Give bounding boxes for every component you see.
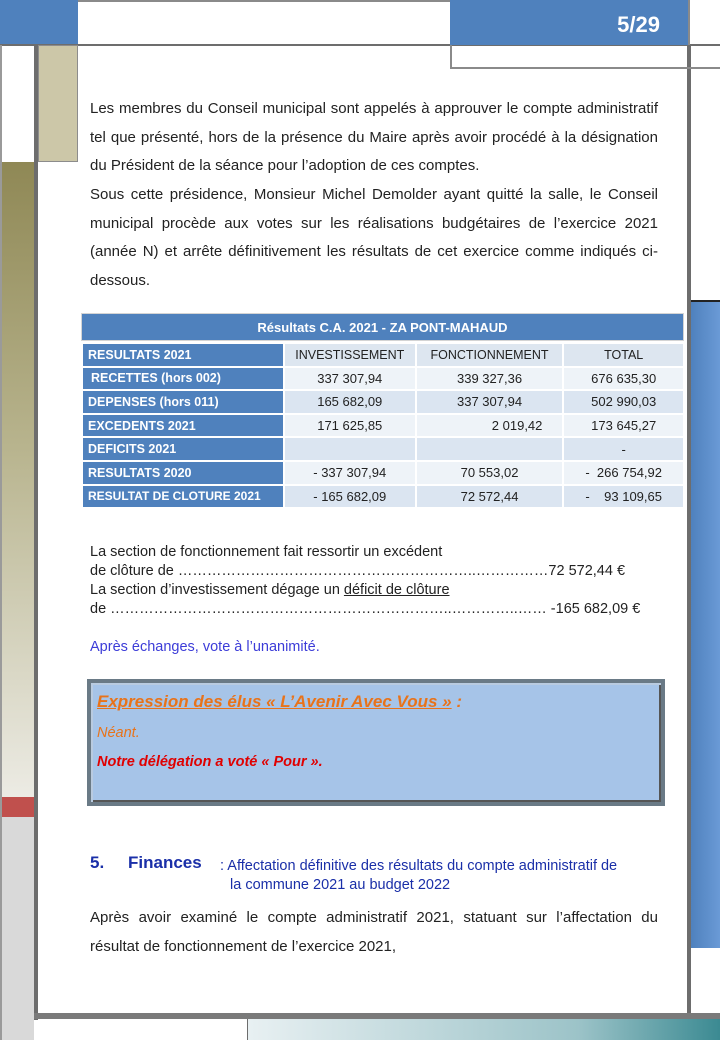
vote-result: Après échanges, vote à l’unanimité. [90, 639, 320, 655]
investissement-line-1 [90, 581, 650, 600]
section-title: Finances [128, 853, 202, 872]
left-rule [34, 45, 38, 1020]
investissement-line-2: de ……………………………………………………………..…………..…… -165 682,09 € [90, 601, 641, 617]
cell-fonctionnement: 337 307,94 [416, 390, 564, 414]
row-label: EXCEDENTS 2021 [82, 414, 284, 438]
cell-investissement: - 337 307,94 [284, 461, 416, 485]
cell-total: - 266 754,92 [563, 461, 684, 485]
intro-paragraph-2: Sous cette présidence, Monsieur Michel Demolder ayant quitté la salle, le Conseil municipal procède aux votes sur les réalisations budgétaires de l’exercice 2021 (année N) et arrête définitivement les résultats de cet exercice comme indiqués ci-dessous. [90, 186, 658, 289]
bottom-left-box [38, 1019, 248, 1040]
header-cell: RESULTATS 2021 [82, 343, 284, 367]
table-row [82, 461, 684, 485]
header-cell: TOTAL [563, 343, 684, 367]
cell-total: 676 635,30 [563, 367, 684, 391]
bottom-gradient-bar [247, 1019, 720, 1040]
page-number-underline [450, 45, 720, 69]
section-number: 5. [90, 853, 105, 872]
header-cell: INVESTISSEMENT [284, 343, 416, 367]
table-row [82, 437, 684, 461]
expression-neant: Néant. [97, 725, 140, 741]
deficit-de-cloture-text: déficit de clôture [343, 582, 450, 598]
tan-accent-box [38, 45, 78, 162]
cell-investissement: 337 307,94 [284, 367, 416, 391]
grey-strip [2, 817, 34, 1040]
fonctionnement-line-1: La section de fonctionnement fait ressortir un excédent [90, 544, 443, 560]
top-line [78, 0, 450, 2]
row-label: RESULTATS 2020 [82, 461, 284, 485]
subtitle-prefix: : [216, 858, 228, 874]
cell-fonctionnement: 72 572,44 [416, 485, 564, 509]
red-accent-bar [2, 797, 34, 817]
cell-total: 173 645,27 [563, 414, 684, 438]
investissement-line-1-text: La section d’investissement dégage un [90, 582, 344, 598]
right-blue-strip [691, 300, 720, 948]
section-subtitle [216, 857, 676, 895]
row-label: RESULTAT DE CLOTURE 2021 [82, 485, 284, 509]
row-label: RECETTES (hors 002) [82, 367, 284, 391]
table-row [82, 485, 684, 509]
corner-block [0, 0, 78, 45]
expression-title [97, 692, 462, 712]
expression-title-text: Expression des élus « L’Avenir Avec Vous » [97, 692, 452, 711]
page-number-box [450, 0, 690, 45]
cell-total: 502 990,03 [563, 390, 684, 414]
expression-title-colon: : [451, 692, 463, 711]
table-row [82, 414, 684, 438]
page-number: 5/29 [617, 12, 660, 37]
cell-investissement [284, 437, 416, 461]
table-title: Résultats C.A. 2021 - ZA PONT-MAHAUD [81, 313, 684, 341]
row-label: DEFICITS 2021 [82, 437, 284, 461]
row-label: DEPENSES (hors 011) [82, 390, 284, 414]
intro-paragraph-1: Les membres du Conseil municipal sont appelés à approuver le compte administratif tel que présenté, hors de la présence du Maire après avoir procédé à la désignation du Président de la séance pour l’adoption de ces comptes. [90, 100, 658, 174]
section-subtitle-line-1 [216, 857, 676, 876]
results-table [81, 342, 685, 509]
cell-investissement: 165 682,09 [284, 390, 416, 414]
cell-fonctionnement [416, 437, 564, 461]
cell-total: - 93 109,65 [563, 485, 684, 509]
header-cell: FONCTIONNEMENT [416, 343, 564, 367]
fonctionnement-line-2: de clôture de ……………………………………………………..……………72 572,44 € [90, 563, 626, 579]
section-subtitle-line-2: la commune 2021 au budget 2022 [230, 877, 451, 893]
cell-fonctionnement: 339 327,36 [416, 367, 564, 391]
table-row [82, 367, 684, 391]
cell-total: - [563, 437, 684, 461]
expression-vote: Notre délégation a voté « Pour ». [97, 754, 323, 770]
table-row [82, 390, 684, 414]
subtitle-line-1-text: Affectation définitive des résultats du compte administratif de [227, 858, 618, 874]
cell-investissement: - 165 682,09 [284, 485, 416, 509]
olive-gradient-strip [2, 162, 34, 797]
cell-investissement: 171 625,85 [284, 414, 416, 438]
cell-fonctionnement: 2 019,42 [416, 414, 564, 438]
table-header-row [82, 343, 684, 367]
section-paragraph: Après avoir examiné le compte administratif 2021, statuant sur l’affectation du résultat de fonctionnement de l’exercice 2021, [90, 909, 658, 955]
cell-fonctionnement: 70 553,02 [416, 461, 564, 485]
